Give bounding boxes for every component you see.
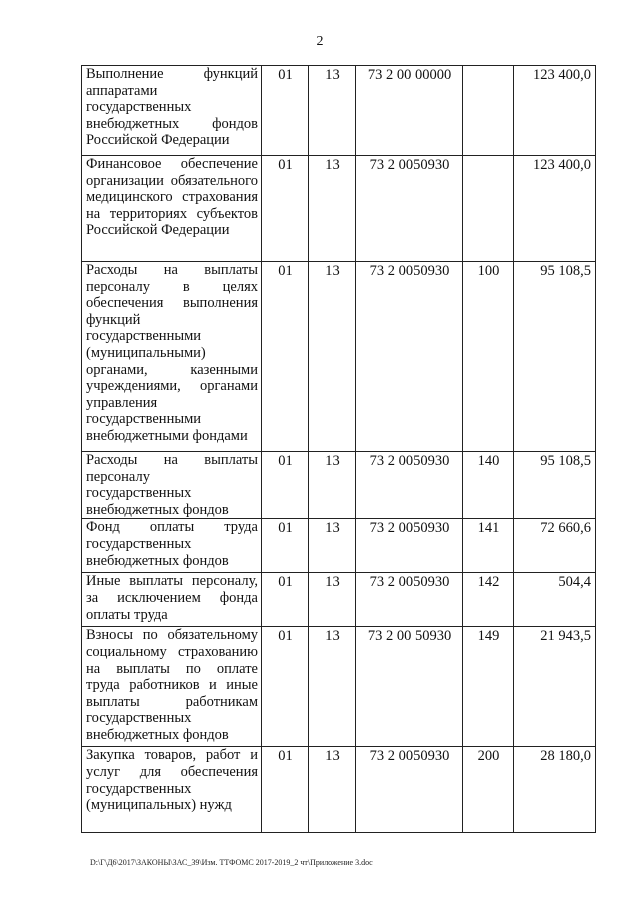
row-target-code: 73 2 0050930 [356,262,463,452]
row-subsection: 13 [309,452,356,519]
row-amount: 123 400,0 [514,66,596,156]
row-subsection: 13 [309,573,356,627]
row-subsection: 13 [309,66,356,156]
row-section: 01 [262,519,309,573]
row-expense-type [463,156,514,262]
row-name: Закупка товаров, работ и услуг для обеспечения государственных (муниципальных) нужд [82,747,262,833]
row-section: 01 [262,262,309,452]
row-name: Выполнение функций аппаратами государственных внебюджетных фондов Российской Федерации [82,66,262,156]
row-subsection: 13 [309,156,356,262]
row-section: 01 [262,452,309,519]
row-target-code: 73 2 0050930 [356,519,463,573]
row-section: 01 [262,156,309,262]
row-target-code: 73 2 00 50930 [356,627,463,747]
row-amount: 95 108,5 [514,262,596,452]
row-target-code: 73 2 0050930 [356,747,463,833]
table-row [82,66,596,156]
table-row [82,627,596,747]
row-amount: 21 943,5 [514,627,596,747]
document-path-footer: D:\Г\Д6\2017\ЗАКОНЫ\ЗАС_39\Изм. ТТФОМС 2017-2019_2 чт\Приложение 3.doc [90,858,373,867]
table-row [82,519,596,573]
row-expense-type: 140 [463,452,514,519]
row-section: 01 [262,747,309,833]
row-target-code: 73 2 0050930 [356,156,463,262]
row-name: Взносы по обязательному социальному страхованию на выплаты по оплате труда работников и иные выплаты работникам государственных внебюджетных фондов [82,627,262,747]
row-expense-type [463,66,514,156]
table-row [82,452,596,519]
row-amount: 504,4 [514,573,596,627]
budget-table [81,65,596,833]
row-subsection: 13 [309,519,356,573]
row-section: 01 [262,66,309,156]
row-subsection: 13 [309,747,356,833]
row-amount: 72 660,6 [514,519,596,573]
row-expense-type: 200 [463,747,514,833]
row-expense-type: 100 [463,262,514,452]
row-target-code: 73 2 00 00000 [356,66,463,156]
row-amount: 28 180,0 [514,747,596,833]
table-row [82,262,596,452]
row-target-code: 73 2 0050930 [356,573,463,627]
row-name: Расходы на выплаты персоналу в целях обеспечения выполнения функций государственными (муниципальными) органами, казенными учреждениями, органами управления государственными внебюджетными фондами [82,262,262,452]
row-section: 01 [262,573,309,627]
row-name: Расходы на выплаты персоналу государственных внебюджетных фондов [82,452,262,519]
row-name: Финансовое обеспечение организации обязательного медицинского страхования на территориях субъектов Российской Федерации [82,156,262,262]
row-amount: 95 108,5 [514,452,596,519]
row-expense-type: 149 [463,627,514,747]
row-subsection: 13 [309,262,356,452]
table-row [82,573,596,627]
page-number: 2 [316,34,324,49]
row-section: 01 [262,627,309,747]
row-name: Иные выплаты персоналу, за исключением фонда оплаты труда [82,573,262,627]
row-amount: 123 400,0 [514,156,596,262]
row-name: Фонд оплаты труда государственных внебюджетных фондов [82,519,262,573]
row-expense-type: 142 [463,573,514,627]
table-row [82,156,596,262]
row-target-code: 73 2 0050930 [356,452,463,519]
table-row [82,747,596,833]
row-expense-type: 141 [463,519,514,573]
row-subsection: 13 [309,627,356,747]
